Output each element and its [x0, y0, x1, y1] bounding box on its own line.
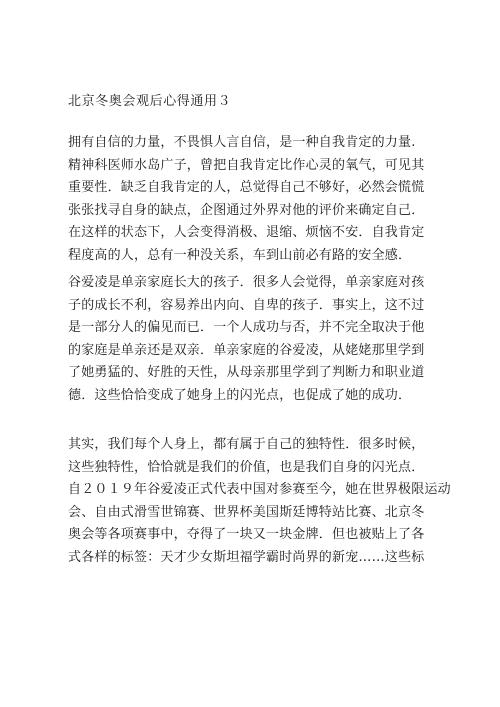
paragraph-3: [68, 434, 451, 569]
paragraph-line: 这些独特性，恰恰就是我们的价值，也是我们自身的闪光点．: [68, 459, 425, 475]
paragraph-line: 谷爱凌是单亲家庭长大的孩子．很多人会觉得，单亲家庭对孩: [68, 275, 425, 290]
document-title: 北京冬奥会观后心得通用３: [68, 94, 232, 109]
paragraph-line: 式各样的标签：天才少女斯坦福学霸时尚界的新宠……这些标: [68, 549, 425, 565]
paragraph-line: 其实，我们每个人身上，都有属于自己的独特性．很多时候，: [68, 437, 425, 452]
paragraph-line: 拥有自信的力量，不畏惧人言自信，是一种自我肯定的力量.: [68, 135, 416, 150]
paragraph-line: 精神科医师水岛广子，曾把自我肯定比作心灵的氧气，可见其: [68, 157, 425, 173]
paragraph-2: [68, 272, 438, 407]
paragraph-line: 自２０１９年谷爱凌正式代表中国对参赛至今，她在世界极限运动: [68, 482, 451, 497]
paragraph-line: 奥会等各项赛事中，夺得了一块又一块金牌．但也被贴上了各: [68, 527, 425, 542]
paragraph-line: 重要性．缺乏自我肯定的人，总觉得自己不够好，必然会慌慌: [68, 180, 425, 195]
paragraph-1: [68, 132, 438, 267]
paragraph-line: 是一部分人的偏见而已．一个人成功与否，并不完全取决于他: [68, 320, 425, 335]
paragraph-line: 德．这些恰恰变成了她身上的闪光点，也促成了她的成功．: [68, 387, 412, 403]
paragraph-line: 程度高的人，总有一种没关系，车到山前必有路的安全感．: [68, 247, 412, 263]
paragraph-line: 在这样的状态下，人会变得消极、退缩、烦恼不安．自我肯定: [68, 225, 425, 240]
paragraph-line: 的家庭是单亲还是双亲．单亲家庭的谷爱凌，从姥姥那里学到: [68, 342, 425, 358]
paragraph-line: 子的成长不利，容易养出内向、自卑的孩子．事实上，这不过: [68, 297, 425, 313]
paragraph-line: 张张找寻自身的缺点，企图通过外界对他的评价来确定自己．: [68, 202, 425, 218]
paragraph-line: 会、自由式滑雪世锦赛、世界杯美国斯廷博特站比赛、北京冬: [68, 504, 425, 520]
paragraph-line: 了她勇猛的、好胜的天性，从母亲那里学到了判断力和职业道: [68, 365, 425, 380]
